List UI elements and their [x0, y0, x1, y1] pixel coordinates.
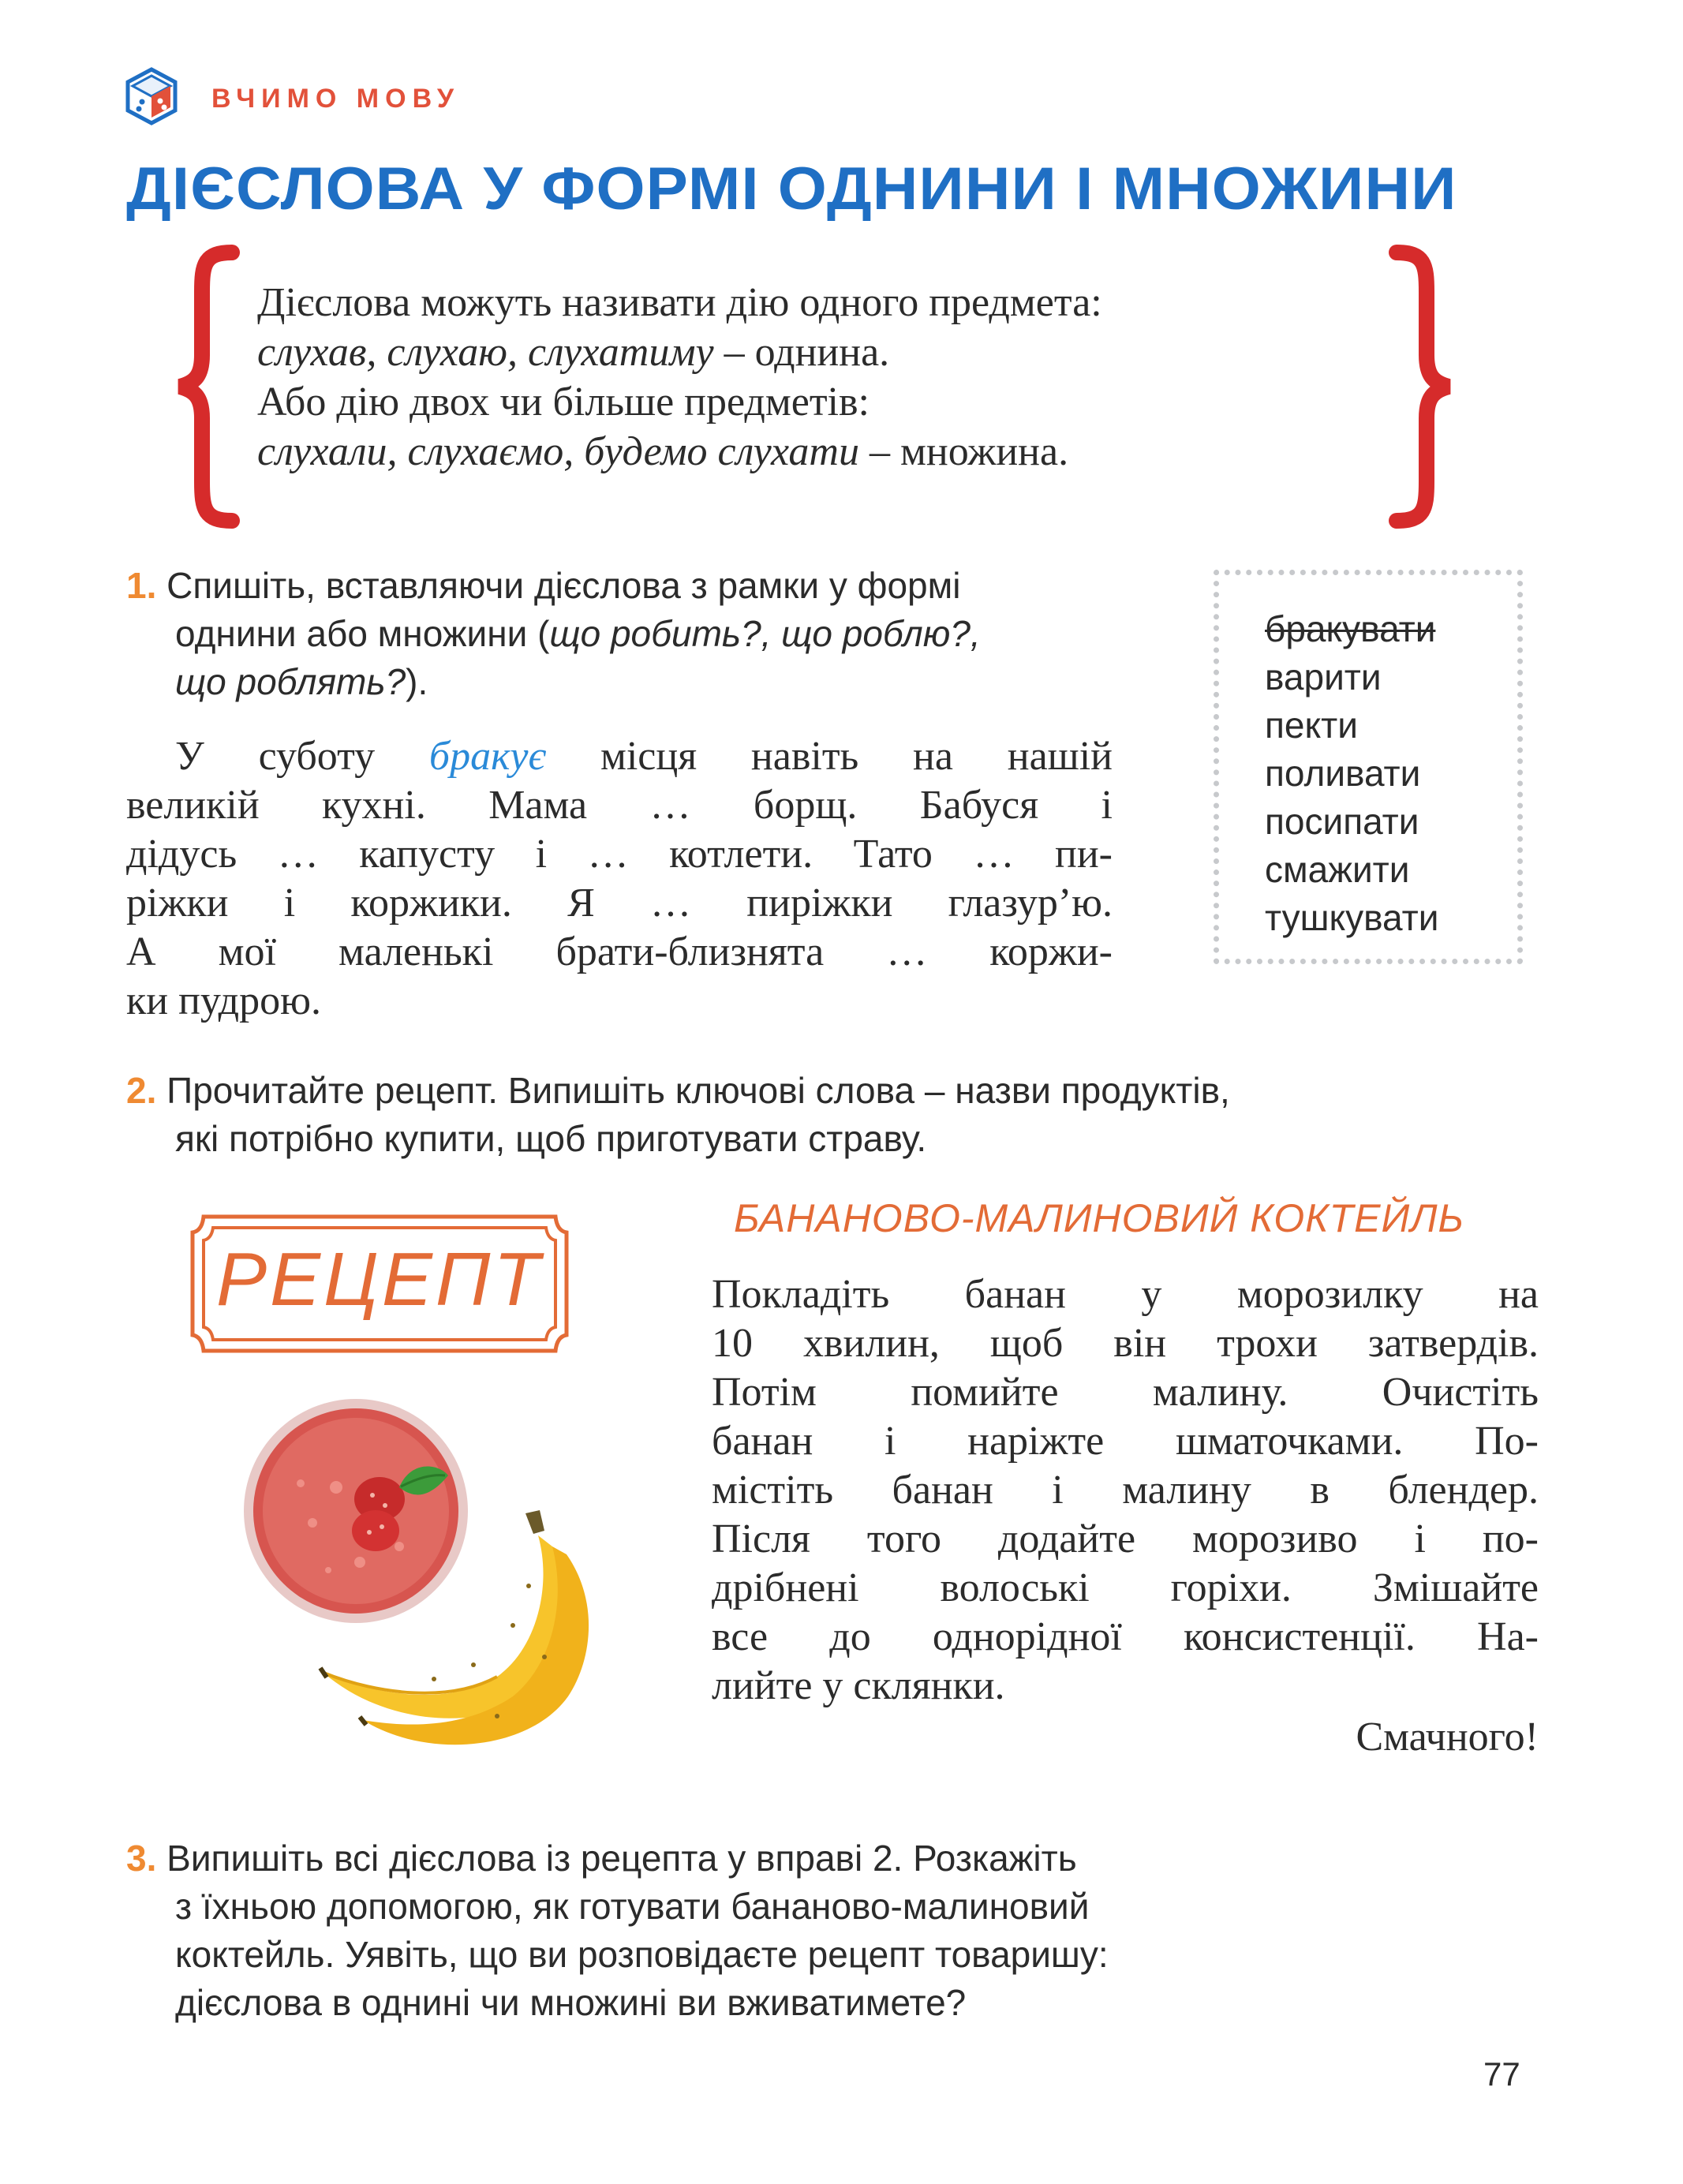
recipe-closing: Смачного! — [1356, 1715, 1539, 1760]
recipe-stamp — [186, 1210, 573, 1357]
recipe-line: лийте у склянки. — [712, 1663, 1005, 1708]
exercise-2-task — [126, 1067, 1546, 1163]
section-label: ВЧИМО МОВУ — [211, 84, 460, 114]
word-item: тушкувати — [1265, 897, 1439, 938]
word-item: поливати — [1265, 753, 1421, 794]
recipe-line: 10 хвилин, щоб він трохи затвердів. — [712, 1321, 1539, 1366]
task-line: які потрібно купити, щоб приготувати страву. — [175, 1118, 927, 1159]
page-number: 77 — [1483, 2055, 1520, 2092]
word-item: бракувати — [1265, 608, 1436, 649]
word-list — [1265, 605, 1438, 942]
task-text: Спишіть, вставляючи дієслова з рамки у формі — [166, 565, 961, 606]
word-item: смажити — [1265, 849, 1410, 890]
exercise-1-text — [126, 732, 1113, 1026]
exercise-number: 1. — [126, 565, 157, 606]
recipe-line: все до однорідної консистенції. На- — [712, 1614, 1539, 1659]
task-line: з їхньою допомогою, як готувати бананово-малиновий — [175, 1886, 1090, 1927]
recipe-title: БАНАНОВО-МАЛИНОВИЙ КОКТЕЙЛЬ — [734, 1196, 1465, 1240]
word-item: посипати — [1265, 801, 1419, 842]
task-question: що роблять? — [175, 661, 406, 702]
task-line — [126, 562, 1120, 610]
text-line: ки пудрою. — [126, 978, 321, 1023]
rule-term: – множина. — [858, 429, 1069, 474]
text-line: А мої маленькі брати-близнята … коржи- — [126, 929, 1113, 974]
exercise-number: 3. — [126, 1838, 157, 1879]
text-line: дідусь … капусту і … котлети. Тато … пи- — [126, 832, 1113, 877]
task-text: Прочитайте рецепт. Випишіть ключові слова – назви продуктів, — [166, 1070, 1230, 1111]
task-line — [126, 658, 1120, 706]
task-line — [126, 1834, 1468, 1883]
rule-line: Дієслова можуть називати дію одного предмета: — [257, 280, 1102, 325]
task-text: ). — [406, 661, 428, 702]
text-part: У суботу — [175, 734, 429, 779]
rule-line — [257, 427, 1102, 477]
task-line — [126, 1067, 1546, 1115]
rule-term: – однина. — [713, 330, 890, 375]
word-box — [1214, 570, 1523, 964]
rule-line: Або дію двох чи більше предметів: — [257, 380, 870, 424]
rule-line — [257, 327, 1102, 377]
rule-examples: слухав, слухаю, слухатиму — [257, 330, 714, 375]
recipe-line: Покладіть банан у морозилку на — [712, 1272, 1539, 1317]
dice-icon — [123, 66, 180, 126]
recipe-line: містіть банан і малину в блендер. — [712, 1468, 1539, 1513]
text-part: місця навіть на нашій — [546, 734, 1113, 779]
recipe-line: дрібнені волоські горіхи. Змішайте — [712, 1565, 1539, 1610]
stamp-label: РЕЦЕПТ — [215, 1237, 544, 1322]
rule-text — [257, 278, 1102, 477]
task-line: коктейль. Уявіть, що ви розповідаєте рецепт товаришу: — [175, 1934, 1109, 1975]
recipe-text — [712, 1270, 1539, 1711]
exercise-1-task — [126, 562, 1120, 706]
task-question: що робить?, що роблю?, — [549, 613, 981, 654]
task-text: однини або множини ( — [175, 613, 550, 654]
recipe-line: банан і наріжте шматочками. По- — [712, 1419, 1539, 1464]
rule-examples: слухали, слухаємо, будемо слухати — [257, 429, 859, 474]
word-item: варити — [1265, 656, 1382, 697]
task-line — [126, 610, 1120, 658]
text-line: ріжки і коржики. Я … пиріжки глазур’ю. — [126, 881, 1113, 926]
right-brace-icon — [1387, 245, 1460, 529]
recipe-line: Потім помийте малину. Очистіть — [712, 1370, 1539, 1415]
exercise-3-task — [126, 1834, 1468, 2027]
task-line: дієслова в однині чи множині ви вживатимете? — [175, 1982, 967, 2023]
task-text: Випишіть всі дієслова із рецепта у вправі 2. Розкажіть — [166, 1838, 1077, 1879]
example-word: бракує — [428, 734, 547, 779]
recipe-line: Після того додайте морозиво і по- — [712, 1516, 1539, 1561]
left-brace-icon — [169, 245, 241, 529]
text-line — [126, 732, 1113, 781]
page-title: ДІЄСЛОВА У ФОРМІ ОДНИНИ І МНОЖИНИ — [126, 155, 1457, 223]
text-line: великій кухні. Мама … борщ. Бабуся і — [126, 783, 1113, 828]
exercise-number: 2. — [126, 1070, 157, 1111]
banana-image — [316, 1499, 615, 1767]
word-item: пекти — [1265, 705, 1358, 746]
